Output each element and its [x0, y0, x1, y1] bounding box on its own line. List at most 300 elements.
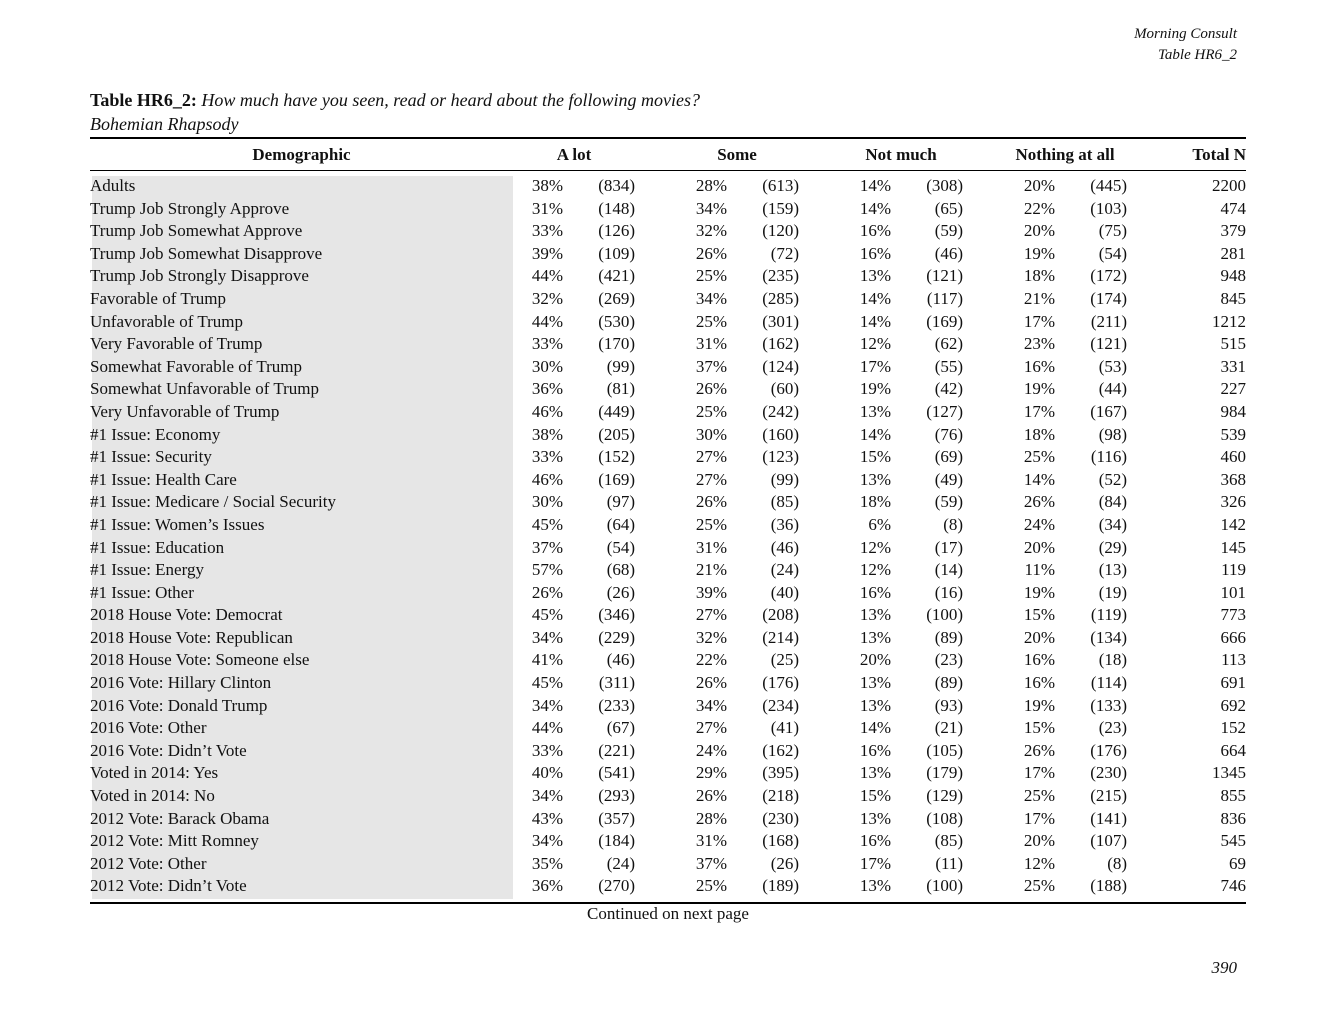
- not-much-n: (69): [934, 447, 964, 467]
- table-row: [90, 265, 1246, 288]
- total-n: 773: [1220, 605, 1247, 625]
- table-row: [90, 514, 1246, 537]
- table-row: [90, 875, 1246, 898]
- a-lot-pct: 44%: [531, 266, 563, 286]
- some-pct: 34%: [695, 695, 728, 715]
- not-much-pct: 13%: [859, 266, 892, 286]
- a-lot-pct: 33%: [531, 334, 563, 354]
- demographic-cell: Trump Job Somewhat Approve: [90, 221, 303, 241]
- total-n: 539: [1220, 424, 1247, 444]
- not-much-pct: 20%: [859, 650, 892, 670]
- nothing-at-all-n: (176): [1090, 740, 1128, 760]
- not-much-pct: 17%: [859, 356, 892, 376]
- some-pct: 26%: [695, 786, 728, 806]
- some-n: (168): [762, 831, 800, 851]
- demographic-cell: 2012 Vote: Didn’t Vote: [90, 876, 247, 896]
- a-lot-n: (184): [598, 831, 636, 851]
- not-much-pct: 13%: [859, 673, 892, 693]
- demographic-cell: #1 Issue: Education: [90, 537, 225, 557]
- table-row: [90, 717, 1246, 740]
- a-lot-pct: 46%: [531, 401, 563, 421]
- some-n: (40): [770, 582, 800, 602]
- not-much-pct: 13%: [859, 401, 892, 421]
- not-much-pct: 13%: [859, 605, 892, 625]
- demographic-cell: #1 Issue: Energy: [90, 560, 204, 580]
- nothing-at-all-n: (23): [1098, 718, 1128, 738]
- a-lot-pct: 38%: [531, 424, 563, 444]
- nothing-at-all-pct: 19%: [1023, 243, 1056, 263]
- a-lot-n: (270): [598, 876, 636, 896]
- some-n: (162): [762, 334, 800, 354]
- a-lot-n: (229): [598, 627, 636, 647]
- a-lot-n: (148): [598, 198, 636, 218]
- total-n: 984: [1220, 401, 1247, 421]
- a-lot-pct: 31%: [531, 198, 563, 218]
- a-lot-pct: 46%: [531, 469, 563, 489]
- total-n: 845: [1220, 288, 1247, 308]
- not-much-pct: 15%: [859, 447, 892, 467]
- a-lot-pct: 30%: [531, 356, 563, 376]
- not-much-pct: 13%: [859, 808, 892, 828]
- table-row: [90, 175, 1246, 198]
- some-pct: 32%: [695, 221, 728, 241]
- demographic-cell: 2012 Vote: Other: [90, 853, 207, 873]
- nothing-at-all-pct: 18%: [1023, 424, 1056, 444]
- a-lot-n: (834): [598, 176, 636, 195]
- a-lot-n: (26): [606, 582, 636, 602]
- table-title-label: Table HR6_2:: [90, 90, 197, 110]
- not-much-pct: 12%: [859, 334, 892, 354]
- a-lot-pct: 26%: [531, 582, 563, 602]
- demographic-cell: 2012 Vote: Mitt Romney: [90, 831, 259, 851]
- a-lot-n: (530): [598, 311, 636, 331]
- some-pct: 24%: [695, 740, 728, 760]
- nothing-at-all-pct: 25%: [1023, 447, 1056, 467]
- not-much-n: (62): [934, 334, 964, 354]
- not-much-n: (127): [926, 401, 964, 421]
- header-row: [90, 141, 1246, 169]
- total-n: 152: [1220, 718, 1247, 738]
- nothing-at-all-n: (141): [1090, 808, 1128, 828]
- col-total-n: Total N: [1192, 145, 1247, 164]
- nothing-at-all-n: (53): [1098, 356, 1128, 376]
- nothing-at-all-pct: 18%: [1023, 266, 1056, 286]
- table-row: [90, 808, 1246, 831]
- some-pct: 34%: [695, 198, 728, 218]
- a-lot-pct: 33%: [531, 221, 563, 241]
- some-n: (36): [770, 514, 800, 534]
- total-n: 545: [1220, 831, 1247, 851]
- demographic-cell: #1 Issue: Economy: [90, 424, 221, 444]
- a-lot-n: (541): [598, 763, 636, 783]
- not-much-n: (108): [926, 808, 964, 828]
- a-lot-pct: 35%: [531, 853, 563, 873]
- not-much-pct: 13%: [859, 695, 892, 715]
- nothing-at-all-pct: 11%: [1024, 560, 1056, 580]
- some-pct: 31%: [695, 334, 728, 354]
- table-row: [90, 469, 1246, 492]
- not-much-pct: 6%: [868, 514, 892, 534]
- not-much-n: (55): [934, 356, 964, 376]
- a-lot-n: (357): [598, 808, 636, 828]
- not-much-pct: 14%: [859, 288, 892, 308]
- a-lot-n: (109): [598, 243, 636, 263]
- total-n: 474: [1220, 198, 1247, 218]
- nothing-at-all-n: (215): [1090, 786, 1128, 806]
- table-row: [90, 378, 1246, 401]
- some-pct: 37%: [695, 356, 728, 376]
- a-lot-pct: 30%: [531, 492, 563, 512]
- a-lot-pct: 33%: [531, 740, 563, 760]
- total-n: 227: [1220, 379, 1247, 399]
- some-n: (85): [770, 492, 800, 512]
- not-much-pct: 17%: [859, 853, 892, 873]
- a-lot-n: (126): [598, 221, 636, 241]
- a-lot-pct: 34%: [531, 786, 563, 806]
- demographic-cell: Very Unfavorable of Trump: [90, 401, 280, 421]
- table-subtitle: Bohemian Rhapsody: [90, 114, 239, 134]
- some-n: (285): [762, 288, 800, 308]
- a-lot-n: (233): [598, 695, 636, 715]
- some-pct: 28%: [695, 808, 728, 828]
- some-pct: 31%: [695, 831, 728, 851]
- some-pct: 27%: [695, 605, 728, 625]
- some-pct: 27%: [695, 718, 728, 738]
- a-lot-pct: 33%: [531, 447, 563, 467]
- nothing-at-all-pct: 22%: [1023, 198, 1056, 218]
- nothing-at-all-pct: 20%: [1023, 831, 1056, 851]
- not-much-n: (65): [934, 198, 964, 218]
- total-n: 113: [1221, 650, 1247, 670]
- a-lot-pct: 44%: [531, 311, 563, 331]
- total-n: 1212: [1212, 311, 1247, 331]
- demographic-cell: Trump Job Strongly Disapprove: [90, 266, 309, 286]
- col-not-much: Not much: [865, 145, 937, 164]
- total-n: 69: [1229, 853, 1247, 873]
- data-table: [90, 141, 1246, 898]
- total-n: 460: [1220, 447, 1247, 467]
- a-lot-n: (46): [606, 650, 636, 670]
- a-lot-pct: 34%: [531, 695, 563, 715]
- not-much-n: (105): [926, 740, 964, 760]
- demographic-cell: Favorable of Trump: [90, 288, 226, 308]
- a-lot-n: (54): [606, 537, 636, 557]
- demographic-cell: 2012 Vote: Barack Obama: [90, 808, 270, 828]
- some-pct: 21%: [695, 560, 728, 580]
- nothing-at-all-pct: 16%: [1023, 650, 1056, 670]
- not-much-n: (93): [934, 695, 964, 715]
- total-n: 142: [1220, 514, 1247, 534]
- not-much-n: (100): [926, 605, 964, 625]
- some-n: (230): [762, 808, 800, 828]
- nothing-at-all-pct: 19%: [1023, 582, 1056, 602]
- nothing-at-all-n: (29): [1098, 537, 1128, 557]
- table-row: [90, 311, 1246, 334]
- page-number: 390: [1211, 958, 1237, 977]
- some-pct: 25%: [695, 876, 728, 896]
- a-lot-n: (64): [606, 514, 636, 534]
- a-lot-pct: 45%: [531, 673, 563, 693]
- a-lot-pct: 37%: [531, 537, 563, 557]
- a-lot-pct: 36%: [531, 379, 563, 399]
- table-row: [90, 762, 1246, 785]
- table-row: [90, 740, 1246, 763]
- demographic-cell: #1 Issue: Other: [90, 582, 194, 602]
- nothing-at-all-pct: 17%: [1023, 311, 1056, 331]
- some-n: (235): [762, 266, 800, 286]
- some-n: (613): [762, 176, 800, 195]
- nothing-at-all-pct: 15%: [1023, 605, 1056, 625]
- not-much-n: (308): [926, 176, 964, 195]
- nothing-at-all-n: (121): [1090, 334, 1128, 354]
- a-lot-pct: 32%: [531, 288, 563, 308]
- nothing-at-all-pct: 25%: [1023, 786, 1056, 806]
- demographic-cell: 2018 House Vote: Someone else: [90, 650, 310, 670]
- some-pct: 28%: [695, 176, 728, 195]
- demographic-cell: 2016 Vote: Didn’t Vote: [90, 740, 247, 760]
- total-n: 1345: [1212, 763, 1247, 783]
- some-n: (189): [762, 876, 800, 896]
- nothing-at-all-n: (188): [1090, 876, 1128, 896]
- not-much-n: (89): [934, 673, 964, 693]
- demographic-cell: 2016 Vote: Donald Trump: [90, 695, 268, 715]
- some-pct: 34%: [695, 288, 728, 308]
- total-n: 2200: [1212, 176, 1247, 195]
- demographic-cell: 2016 Vote: Hillary Clinton: [90, 673, 272, 693]
- not-much-pct: 13%: [859, 876, 892, 896]
- a-lot-n: (269): [598, 288, 636, 308]
- nothing-at-all-n: (116): [1090, 447, 1128, 467]
- total-n: 948: [1220, 266, 1247, 286]
- some-pct: 25%: [695, 514, 728, 534]
- some-pct: 31%: [695, 537, 728, 557]
- table-row: [90, 627, 1246, 650]
- a-lot-n: (221): [598, 740, 636, 760]
- total-n: 664: [1220, 740, 1247, 760]
- some-n: (46): [770, 537, 800, 557]
- a-lot-pct: 36%: [531, 876, 563, 896]
- not-much-pct: 15%: [859, 786, 892, 806]
- total-n: 119: [1221, 560, 1247, 580]
- demographic-cell: Very Favorable of Trump: [90, 334, 263, 354]
- total-n: 855: [1220, 786, 1247, 806]
- not-much-n: (117): [926, 288, 964, 308]
- table-row: [90, 582, 1246, 605]
- some-pct: 27%: [695, 447, 728, 467]
- a-lot-pct: 43%: [531, 808, 563, 828]
- demographic-cell: #1 Issue: Health Care: [90, 469, 237, 489]
- demographic-cell: Trump Job Somewhat Disapprove: [90, 243, 323, 263]
- total-n: 692: [1220, 695, 1247, 715]
- table-row: [90, 672, 1246, 695]
- some-n: (123): [762, 447, 800, 467]
- a-lot-n: (81): [606, 379, 636, 399]
- nothing-at-all-pct: 19%: [1023, 379, 1056, 399]
- not-much-n: (16): [934, 582, 964, 602]
- some-n: (25): [770, 650, 800, 670]
- nothing-at-all-n: (44): [1098, 379, 1128, 399]
- some-pct: 37%: [695, 853, 728, 873]
- nothing-at-all-pct: 12%: [1023, 853, 1056, 873]
- top-rule: [90, 137, 1246, 139]
- table-title: [90, 88, 700, 112]
- not-much-pct: 14%: [859, 176, 892, 195]
- total-n: 746: [1220, 876, 1247, 896]
- a-lot-pct: 34%: [531, 627, 563, 647]
- demographic-cell: Somewhat Unfavorable of Trump: [90, 379, 320, 399]
- nothing-at-all-n: (167): [1090, 401, 1128, 421]
- total-n: 836: [1220, 808, 1247, 828]
- demographic-cell: Unfavorable of Trump: [90, 311, 243, 331]
- a-lot-pct: 34%: [531, 831, 563, 851]
- nothing-at-all-pct: 16%: [1023, 356, 1056, 376]
- some-n: (124): [762, 356, 800, 376]
- nothing-at-all-pct: 20%: [1023, 537, 1056, 557]
- table-row: [90, 853, 1246, 876]
- a-lot-n: (421): [598, 266, 636, 286]
- some-n: (234): [762, 695, 800, 715]
- a-lot-pct: 40%: [531, 763, 563, 783]
- some-n: (99): [770, 469, 800, 489]
- not-much-n: (42): [934, 379, 964, 399]
- table-row: [90, 537, 1246, 560]
- some-pct: 25%: [695, 311, 728, 331]
- table-row: [90, 695, 1246, 718]
- not-much-pct: 16%: [859, 582, 892, 602]
- a-lot-n: (205): [598, 424, 636, 444]
- continued-note: Continued on next page: [587, 904, 749, 923]
- total-n: 368: [1220, 469, 1247, 489]
- nothing-at-all-pct: 26%: [1023, 740, 1056, 760]
- not-much-pct: 16%: [859, 221, 892, 241]
- total-n: 331: [1220, 356, 1247, 376]
- not-much-n: (59): [934, 492, 964, 512]
- nothing-at-all-n: (211): [1090, 311, 1128, 331]
- nothing-at-all-pct: 20%: [1023, 221, 1056, 241]
- a-lot-pct: 38%: [531, 176, 563, 195]
- header-org: Morning Consult: [1134, 26, 1237, 42]
- some-n: (162): [762, 740, 800, 760]
- not-much-n: (100): [926, 876, 964, 896]
- nothing-at-all-pct: 20%: [1023, 176, 1056, 195]
- some-pct: 26%: [695, 492, 728, 512]
- some-pct: 22%: [695, 650, 728, 670]
- col-demographic: Demographic: [252, 145, 351, 164]
- total-n: 281: [1220, 243, 1247, 263]
- table-row: [90, 785, 1246, 808]
- a-lot-n: (97): [606, 492, 636, 512]
- a-lot-n: (68): [606, 560, 636, 580]
- some-pct: 25%: [695, 401, 728, 421]
- nothing-at-all-n: (172): [1090, 266, 1128, 286]
- nothing-at-all-n: (84): [1098, 492, 1128, 512]
- nothing-at-all-n: (98): [1098, 424, 1128, 444]
- a-lot-n: (24): [606, 853, 636, 873]
- a-lot-pct: 44%: [531, 718, 563, 738]
- not-much-n: (46): [934, 243, 964, 263]
- some-n: (242): [762, 401, 800, 421]
- some-n: (208): [762, 605, 800, 625]
- total-n: 101: [1220, 582, 1247, 602]
- not-much-n: (179): [926, 763, 964, 783]
- some-n: (26): [770, 853, 800, 873]
- col-nothing-at-all: Nothing at all: [1015, 145, 1115, 164]
- nothing-at-all-n: (52): [1098, 469, 1128, 489]
- not-much-n: (11): [935, 853, 964, 873]
- table-row: [90, 243, 1246, 266]
- not-much-n: (49): [934, 469, 964, 489]
- demographic-cell: Voted in 2014: Yes: [90, 763, 219, 783]
- some-n: (301): [762, 311, 800, 331]
- some-n: (72): [770, 243, 800, 263]
- some-n: (218): [762, 786, 800, 806]
- total-n: 666: [1220, 627, 1247, 647]
- some-pct: 30%: [695, 424, 728, 444]
- a-lot-n: (170): [598, 334, 636, 354]
- nothing-at-all-n: (34): [1098, 514, 1128, 534]
- not-much-pct: 14%: [859, 311, 892, 331]
- a-lot-n: (152): [598, 447, 636, 467]
- not-much-pct: 14%: [859, 424, 892, 444]
- some-n: (41): [770, 718, 800, 738]
- some-pct: 29%: [695, 763, 728, 783]
- nothing-at-all-n: (114): [1090, 673, 1128, 693]
- table-row: [90, 220, 1246, 243]
- table-row: [90, 356, 1246, 379]
- demographic-cell: #1 Issue: Security: [90, 447, 212, 467]
- table-row: [90, 198, 1246, 221]
- total-n: 379: [1220, 221, 1247, 241]
- nothing-at-all-n: (18): [1098, 650, 1128, 670]
- not-much-pct: 14%: [859, 198, 892, 218]
- nothing-at-all-n: (174): [1090, 288, 1128, 308]
- some-n: (160): [762, 424, 800, 444]
- not-much-n: (59): [934, 221, 964, 241]
- col-some: Some: [717, 145, 757, 164]
- not-much-n: (23): [934, 650, 964, 670]
- a-lot-pct: 57%: [531, 560, 563, 580]
- demographic-cell: Adults: [90, 176, 136, 195]
- nothing-at-all-n: (54): [1098, 243, 1128, 263]
- total-n: 326: [1220, 492, 1247, 512]
- table-row: [90, 288, 1246, 311]
- nothing-at-all-n: (107): [1090, 831, 1128, 851]
- not-much-pct: 12%: [859, 560, 892, 580]
- some-n: (214): [762, 627, 800, 647]
- a-lot-n: (67): [606, 718, 636, 738]
- nothing-at-all-n: (13): [1098, 560, 1128, 580]
- nothing-at-all-pct: 25%: [1023, 876, 1056, 896]
- nothing-at-all-pct: 17%: [1023, 763, 1056, 783]
- not-much-n: (21): [934, 718, 964, 738]
- nothing-at-all-pct: 23%: [1023, 334, 1056, 354]
- total-n: 691: [1220, 673, 1247, 693]
- table-row: [90, 604, 1246, 627]
- some-pct: 32%: [695, 627, 728, 647]
- some-pct: 26%: [695, 673, 728, 693]
- some-pct: 39%: [695, 582, 728, 602]
- not-much-n: (8): [943, 514, 964, 534]
- table-row: [90, 446, 1246, 469]
- not-much-pct: 13%: [859, 763, 892, 783]
- nothing-at-all-pct: 15%: [1023, 718, 1056, 738]
- demographic-cell: 2016 Vote: Other: [90, 718, 207, 738]
- not-much-pct: 16%: [859, 831, 892, 851]
- not-much-pct: 13%: [859, 627, 892, 647]
- a-lot-n: (293): [598, 786, 636, 806]
- a-lot-pct: 41%: [531, 650, 563, 670]
- not-much-pct: 12%: [859, 537, 892, 557]
